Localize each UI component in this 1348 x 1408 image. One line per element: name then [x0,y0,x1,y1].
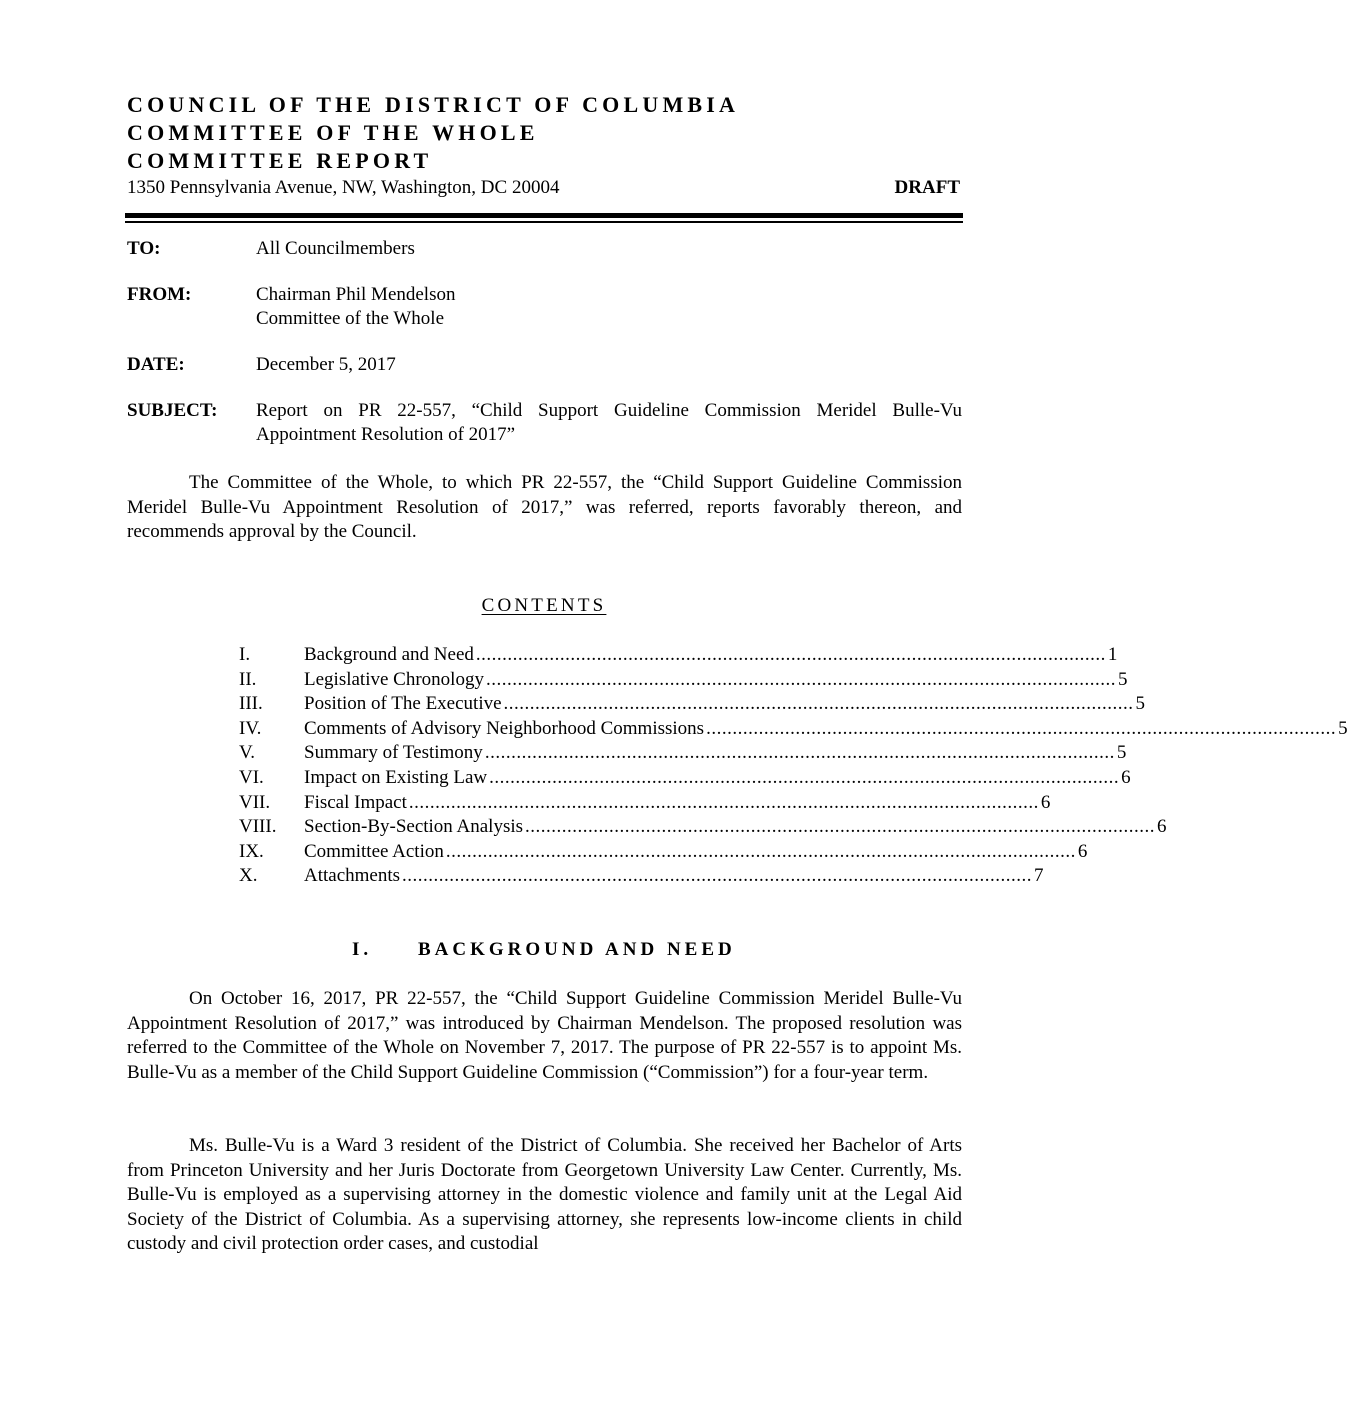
toc-entry-title: Background and Need [304,644,474,665]
toc-entry-title: Fiscal Impact [304,791,407,813]
toc-entry-title: Attachments [304,865,401,887]
toc-dot-leader: ........................................................................................................................ [489,766,1120,788]
toc-entry[interactable] [239,791,1051,816]
toc-dot-leader: ........................................................................................................................ [525,816,1156,838]
toc-entry-page: 6 [1121,766,1131,788]
toc-entry-number: I. [239,644,251,665]
toc-entry[interactable] [239,766,1131,791]
toc-dot-leader: ........................................................................................................................ [445,840,1076,862]
toc-dot-leader: ........................................................................................................................ [503,693,1134,715]
toc-entry-number: VI. [239,766,264,788]
toc-entry-number: V. [239,742,256,764]
toc-entry[interactable] [239,692,1146,717]
toc-entry-number: VII. [239,791,271,813]
contents-heading-text: CONTENTS [481,595,607,616]
toc-entry-page: 5 [1135,693,1146,715]
memo-from-label: FROM: [127,284,192,305]
toc-entry-number: IX. [239,840,264,862]
toc-entry-page: 6 [1077,840,1088,862]
toc-entry-page: 7 [1034,865,1044,887]
toc-dot-leader: ........................................................................................................................ [706,717,1337,739]
section-paragraph-2-text: Ms. Bulle-Vu is a Ward 3 resident of the District of Columbia. She received her Bachelor of Arts from Princeton University and her Juris Doctorate from Georgetown University Law Center. Currently, Ms. Bulle-Vu is employed as a supervising attorney in the domestic violence and family unit at the Legal Aid Society of the District of Columbia. As a supervising attorney, she represents low-income clients in child custody and civil protection order cases, and custodial [127,1135,962,1254]
toc-entry-page: 5 [1338,717,1348,739]
toc-entry-title: Comments of Advisory Neighborhood Commissions [304,717,705,739]
section-heading [352,938,736,962]
toc-entry[interactable] [239,840,1088,865]
section-number: I. [352,939,373,960]
toc-dot-leader: ........................................................................................................................ [402,865,1033,887]
toc-entry-title: Impact on Existing Law [304,766,488,788]
header-rule-thin [125,221,963,223]
toc-entry[interactable] [239,741,1127,766]
section-paragraph-1 [127,987,962,1085]
table-of-contents [239,643,1348,889]
toc-dot-leader: ........................................................................................................................ [475,644,1106,665]
toc-entry-number: III. [239,693,263,715]
memo-to-label: TO: [127,238,161,259]
toc-dot-leader: ........................................................................................................................ [485,668,1116,690]
section-paragraph-2 [127,1134,962,1257]
section-title: BACKGROUND AND NEED [418,939,736,960]
contents-heading [0,594,1088,618]
toc-entry-number: IV. [239,717,262,739]
toc-dot-leader: ........................................................................................................................ [408,791,1039,813]
toc-entry-page: 6 [1157,816,1167,838]
toc-entry[interactable] [239,668,1128,693]
header-rule-thick [125,213,963,218]
toc-entry-page: 6 [1040,791,1051,813]
section-paragraph-1-text: On October 16, 2017, PR 22-557, the “Child Support Guideline Commission Meridel Bulle-Vu Appointment Resolution of 2017,” was introduced by Chairman Mendelson. The proposed resolution was referred to the Committee of the Whole on November 7, 2017. The purpose of PR 22-557 is to appoint Ms. Bulle-Vu as a member of the Child Support Guideline Commission (“Commission”) for a four-year term. [127,988,962,1083]
intro-paragraph [127,471,962,545]
toc-entry-title: Section-By-Section Analysis [304,816,524,838]
header-report-type: COMMITTEE REPORT [127,148,433,173]
draft-label: DRAFT [894,177,960,198]
intro-paragraph-text: The Committee of the Whole, to which PR 22-557, the “Child Support Guideline Commission Meridel Bulle-Vu Appointment Resolution of 2017,” was referred, reports favorably thereon, and recommends approval by the Council. [127,472,962,542]
toc-entry[interactable] [239,717,1348,742]
toc-entry-title: Committee Action [304,840,444,862]
memo-date-label: DATE: [127,354,185,375]
toc-entry-number: II. [239,668,257,690]
toc-dot-leader: ........................................................................................................................ [484,742,1115,764]
header-committee-name: COMMITTEE OF THE WHOLE [127,120,539,145]
toc-entry-title: Position of The Executive [304,693,502,715]
toc-entry[interactable] [239,815,1167,840]
toc-entry-title: Summary of Testimony [304,742,483,764]
memo-subject-label: SUBJECT: [127,400,218,421]
toc-entry-page: 5 [1117,668,1128,690]
memo-subject-value-line2: Appointment Resolution of 2017” [256,424,516,445]
memo-from-value-name: Chairman Phil Mendelson [256,284,456,305]
memo-date-value: December 5, 2017 [256,354,396,375]
toc-entry-page: 5 [1116,742,1127,764]
header-council-name: COUNCIL OF THE DISTRICT OF COLUMBIA [127,92,740,117]
toc-entry-title: Legislative Chronology [304,668,484,690]
toc-entry-number: VIII. [239,816,277,838]
toc-entry[interactable] [239,864,1044,889]
memo-subject-value-line1: Report on PR 22-557, “Child Support Guideline Commission Meridel Bulle-Vu [256,400,962,421]
toc-entry-page: 1 [1107,644,1118,665]
memo-to-value: All Councilmembers [256,238,415,259]
header-address: 1350 Pennsylvania Avenue, NW, Washington, DC 20004 [127,177,560,198]
toc-entry[interactable] [239,643,1118,668]
memo-from-value-committee: Committee of the Whole [256,308,445,329]
toc-entry-number: X. [239,865,258,887]
